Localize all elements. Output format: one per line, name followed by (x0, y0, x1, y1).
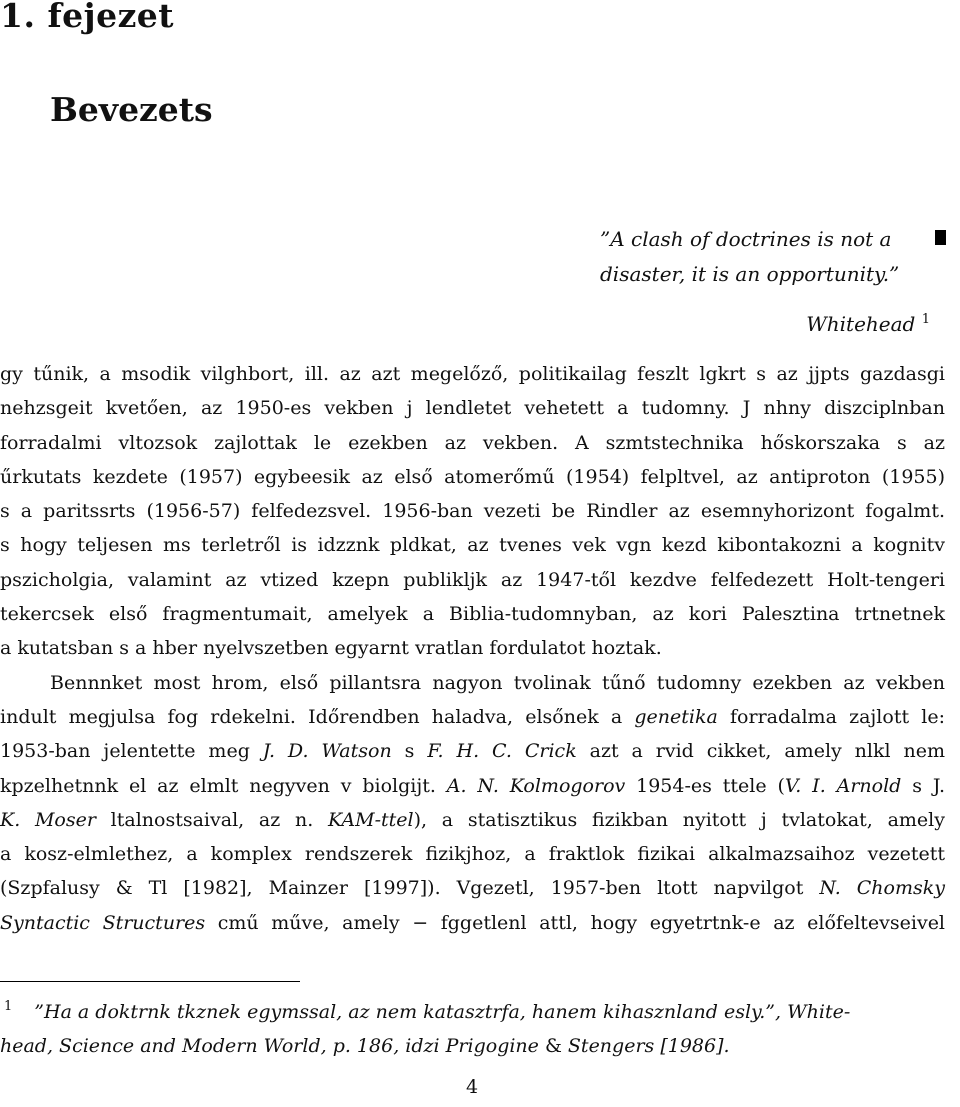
book-title: Syntactic Structures (0, 911, 206, 934)
emphasis-term: genetika (634, 705, 718, 728)
footnote (0, 990, 945, 1063)
text-line (0, 906, 945, 940)
person-name: K. Moser (0, 808, 96, 831)
page-number: 4 (466, 1076, 479, 1098)
footnote-text: head, Science and Modern World, p. 186, idzi Prigogine (0, 1035, 545, 1057)
text-line: forradalmi vltozsok zajlottak le ezekben az vekben. A szmtstechnika hőskorszaka s az (0, 431, 945, 454)
footnote-line (0, 1029, 945, 1063)
end-mark-box (935, 230, 946, 245)
chapter-title: Bevezets (50, 90, 213, 129)
person-name: J. D. Watson (262, 740, 392, 763)
person-name: A. N. Kolmogorov (446, 774, 626, 797)
text-line: tekercsek első fragmentumait, amelyek a Biblia-tudomnyban, az kori Palesztina trtnetnek (0, 603, 945, 626)
text-line (0, 734, 945, 768)
epigraph-line-2: disaster, it is an opportunity.” (600, 262, 900, 286)
text-line: a kosz-elmlethez, a komplex rendszerek fizikjhoz, a fraktlok fizikai alkalmazsaihoz vezetett (0, 843, 945, 866)
footnote-text: ”Ha a doktrnk tkznek egymssal, az nem katasztrfa, hanem kihasznland esly.”, White- (34, 1001, 851, 1023)
footnote-text: Stengers [1986]. (561, 1035, 730, 1057)
text-segment: forradalma zajlott le: (717, 705, 945, 728)
ampersand: & (544, 1035, 562, 1057)
epigraph (600, 222, 930, 342)
body-text (0, 357, 945, 940)
text-segment: kpzelhetnnk el az elmlt negyven v biolgijt. (0, 774, 447, 797)
paragraph-2 (0, 666, 945, 940)
text-segment: indult megjulsa fog rdekelni. Időrendben haladva, elsőnek a (0, 705, 635, 728)
text-line: pszicholgia, valamint az vtized kzepn publikljk az 1947-től kezdve felfedezett Holt-tengeri (0, 568, 945, 591)
text-segment: 1953-ban jelentette meg (0, 740, 263, 763)
epigraph-author-name: Whitehead (806, 312, 916, 336)
text-line: nehzsgeit kvetően, az 1950-es vekben j lendletet vehetett a tudomny. J nhny diszciplnban (0, 397, 945, 420)
text-line: gy tűnik, a msodik vilghbort, ill. az azt megelőző, politikailag feszlt lgkrt s az jjpts gazdasgi (0, 363, 945, 385)
text-line (0, 871, 945, 905)
text-segment: (Szpfalusy & Tl [1982], Mainzer [1997]). Vgezetl, 1957-ben ltott napvilgot (0, 877, 820, 900)
text-line (0, 803, 945, 837)
footnote-rule (0, 981, 300, 982)
text-segment: 1954-es ttele ( (625, 774, 785, 797)
text-line: a kutatsban s a hber nyelvszetben egyarnt vratlan fordulatot hoztak. (0, 637, 662, 660)
text-segment: cmű műve, amely − fggetlenl attl, hogy egyetrtnk-e az előfeltevseivel (205, 911, 946, 934)
text-line (0, 769, 945, 803)
text-segment: s (391, 740, 428, 763)
text-line: s a paritssrts (1956-57) felfedezsvel. 1956-ban vezeti be Rindler az esemnyhorizont fogalmt. (0, 500, 945, 523)
person-name: N. Chomsky (819, 877, 946, 900)
footnote-mark: 1 (4, 999, 13, 1014)
text-line: Bennnket most hrom, első pillantsra nagyon tvolinak tűnő tudomny ezekben az vekben (50, 671, 945, 694)
paragraph-1 (0, 357, 945, 666)
chapter-label: 1. fejezet (0, 0, 175, 35)
text-segment: s J. (901, 774, 945, 797)
text-segment: azt a rvid cikket, amely nlkl nem (576, 740, 946, 763)
text-line: s hogy teljesen ms terletről is idzznk pldkat, az tvenes vek vgn kezd kibontakozni a kognitv (0, 534, 945, 557)
person-name: V. I. Arnold (784, 774, 902, 797)
text-segment: ), a statisztikus fizikban nyitott j tvlatokat, amely (413, 808, 945, 831)
footnote-ref[interactable]: 1 (921, 312, 930, 327)
epigraph-author (600, 302, 930, 342)
text-line: űrkutats kezdete (1957) egybeesik az első atomerőmű (1954) felpltvel, az antiproton (1955) (0, 465, 945, 488)
footnote-line (0, 990, 945, 1029)
text-segment: ltalnostsaival, az n. (95, 808, 328, 831)
epigraph-line-1: ”A clash of doctrines is not a (600, 227, 892, 251)
text-line (0, 700, 945, 734)
person-name: F. H. C. Crick (427, 740, 577, 763)
emphasis-term: KAM-ttel (328, 808, 414, 831)
